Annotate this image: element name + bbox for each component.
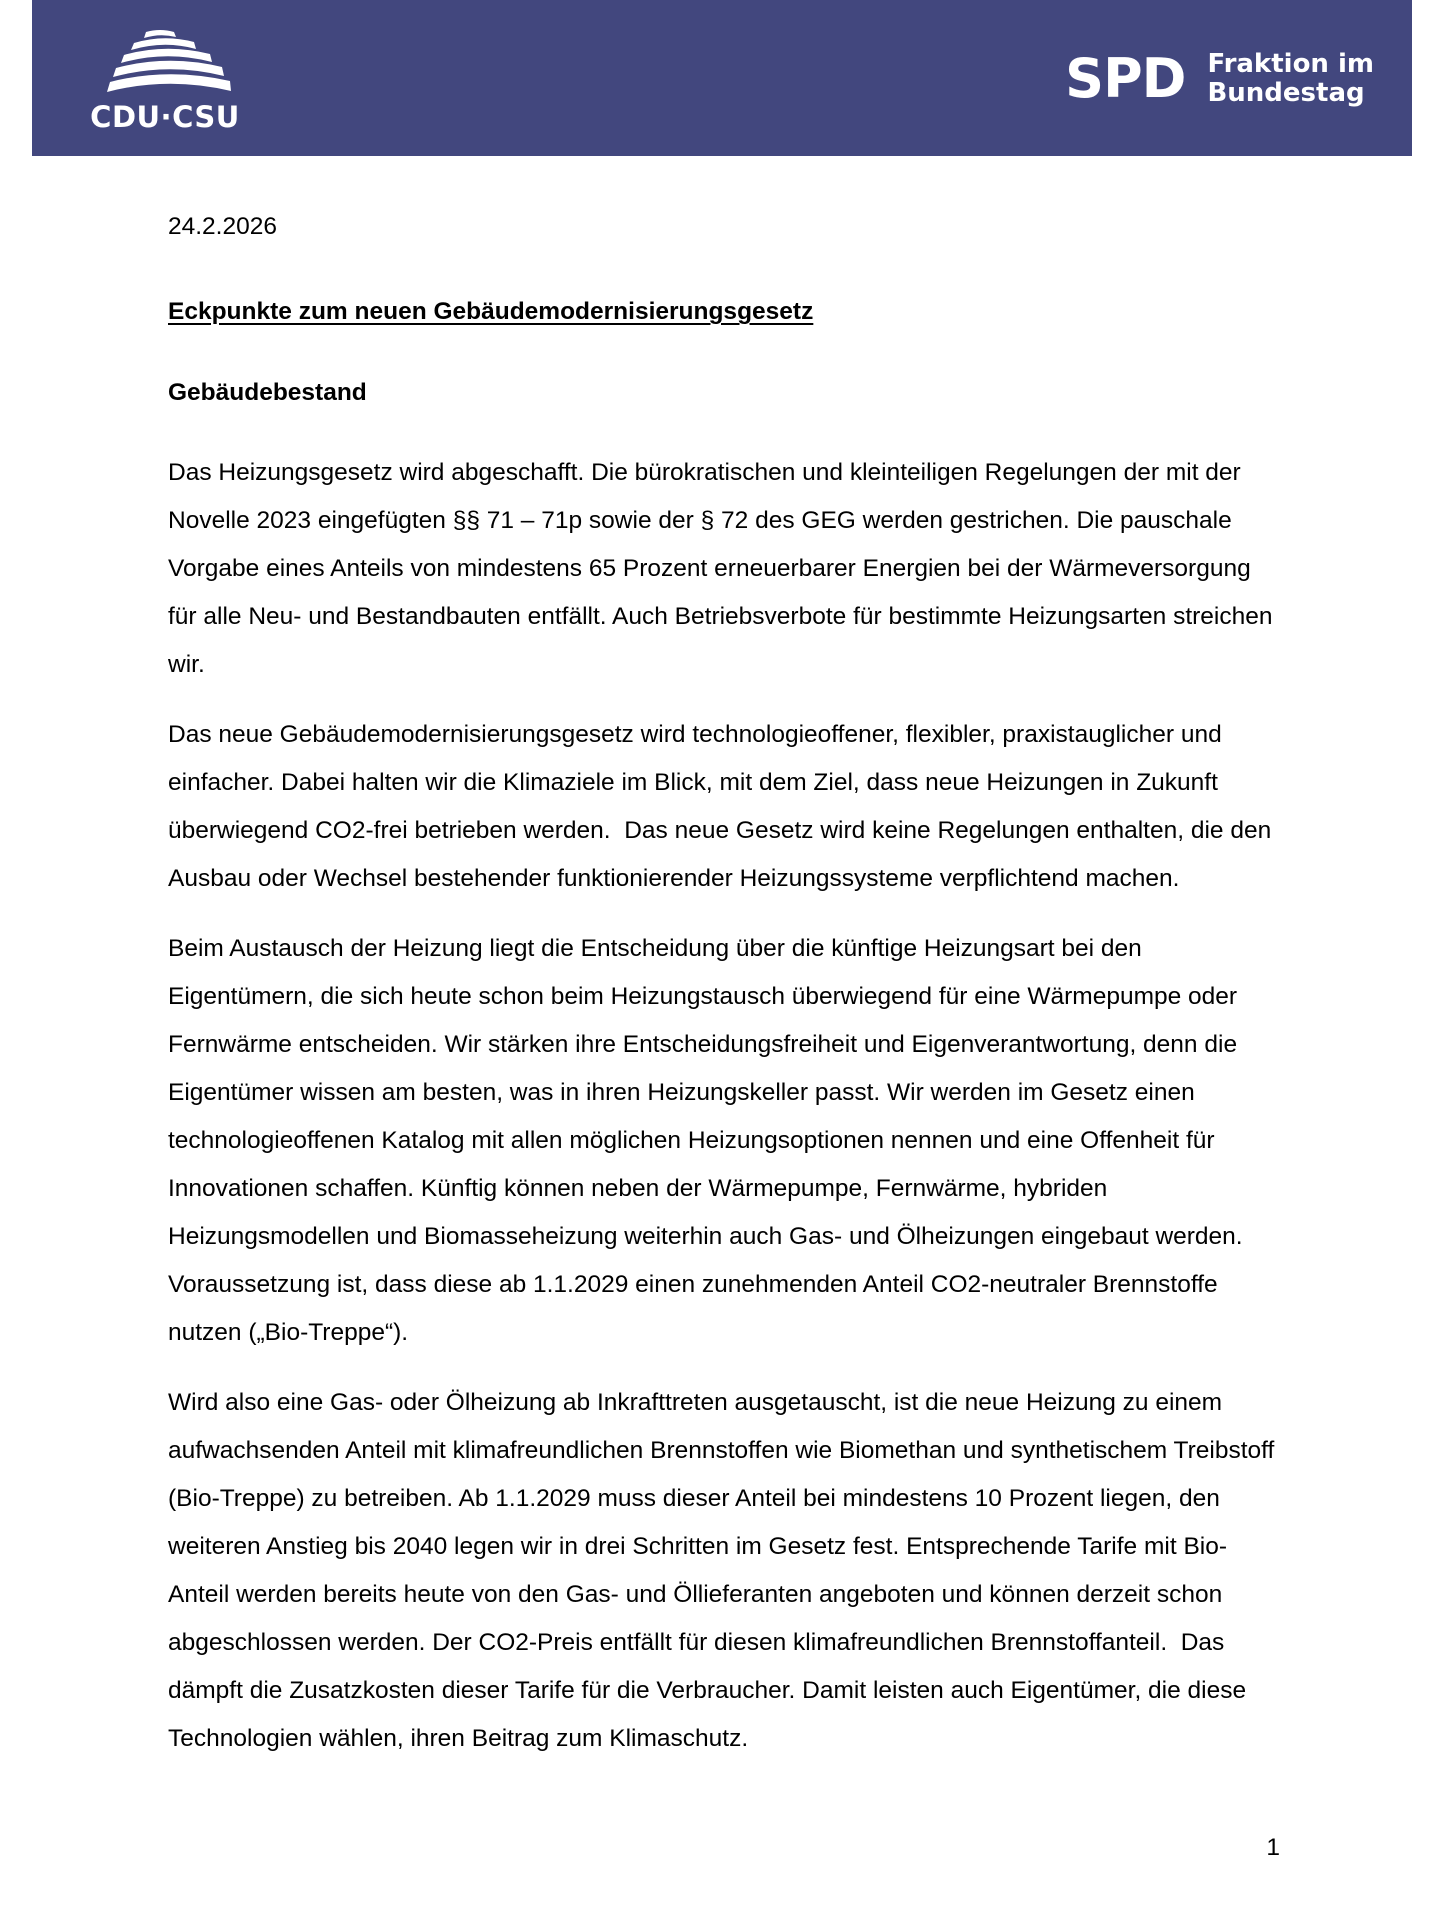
paragraph: Das neue Gebäudemodernisierungsgesetz wird technologieoffener, flexibler, praxistauglicher und einfacher. Dabei halten wir die Klimaziele im Blick, mit dem Ziel, dass neue Heizungen in Zukunft überwiegend CO2-frei betrieben werden. Das neue Gesetz wird keine Regelungen enthalten, die den Ausbau oder Wechsel bestehender funktionierender Heizungssysteme verpflichtend machen. <box>168 720 1277 892</box>
paragraph: Wird also eine Gas- oder Ölheizung ab Inkrafttreten ausgetauscht, ist die neue Heizung zu einem aufwachsenden Anteil mit klimafreundlichen Brennstoffen wie Biomethan und synthetischem Treibstoff (Bio-Treppe) zu betreiben. Ab 1.1.2029 muss dieser Anteil bei mindestens 10 Prozent liegen, den weiteren Anstieg bis 2040 legen wir in drei Schritten im Gesetz fest. Entsprechende Tarife mit Bio-Anteil werden bereits heute von den Gas- und Öllieferanten angeboten und können derzeit schon abgeschlossen werden. Der CO2-Preis entfällt für diesen klimafreundlichen Brennstoffanteil. Das dämpft die Zusatzkosten dieser Tarife für die Verbraucher. Damit leisten auch Eigentümer, die diese Technologien wählen, ihren Beitrag zum Klimaschutz. <box>168 1388 1282 1753</box>
page-number: 1 <box>1266 1833 1280 1861</box>
cdu-dome-icon <box>90 28 240 98</box>
paragraph: Das Heizungsgesetz wird abgeschafft. Die bürokratischen und kleinteiligen Regelungen der mit der Novelle 2023 eingefügten §§ 71 – 71p sowie der § 72 des GEG werden gestrichen. Die pauschale Vorgabe eines Anteils von mindestens 65 Prozent erneuerbarer Energien bei der Wärmeversorgung für alle Neu- und Bestandbauten entfällt. Auch Betriebsverbote für bestimmte Heizungsarten streichen wir. <box>168 458 1280 678</box>
document-title: Eckpunkte zum neuen Gebäudemodernisierungsgesetz <box>168 298 814 326</box>
document-date: 24.2.2026 <box>168 213 277 240</box>
spd-fraktion-subtitle <box>1207 50 1374 108</box>
spd-subtitle-line-1: Fraktion im <box>1207 48 1374 79</box>
document-subheading: Gebäudebestand <box>168 379 367 407</box>
cdu-csu-wordmark: CDU·CSU <box>90 100 240 134</box>
spd-wordmark: SPD <box>1065 47 1186 110</box>
cdu-csu-logo <box>90 28 240 132</box>
spd-fraktion-logo <box>1065 47 1374 110</box>
document-body <box>168 212 1282 1763</box>
paragraph: Beim Austausch der Heizung liegt die Entscheidung über die künftige Heizungsart bei den Eigentümern, die sich heute schon beim Heizungstausch überwiegend für eine Wärmepumpe oder Fernwärme entscheiden. Wir stärken ihre Entscheidungsfreiheit und Eigenverantwortung, denn die Eigentümer wissen am besten, was in ihren Heizungskeller passt. Wir werden im Gesetz einen technologieoffenen Katalog mit allen möglichen Heizungsoptionen nennen und eine Offenheit für Innovationen schaffen. Künftig können neben der Wärmepumpe, Fernwärme, hybriden Heizungsmodellen und Biomasseheizung weiterhin auch Gas- und Ölheizungen eingebaut werden. Voraussetzung ist, dass diese ab 1.1.2029 einen zunehmenden Anteil CO2-neutraler Brennstoffe nutzen („Bio-Treppe“). <box>168 934 1250 1346</box>
spd-subtitle-line-2: Bundestag <box>1207 78 1365 108</box>
document-header-band <box>32 0 1412 156</box>
